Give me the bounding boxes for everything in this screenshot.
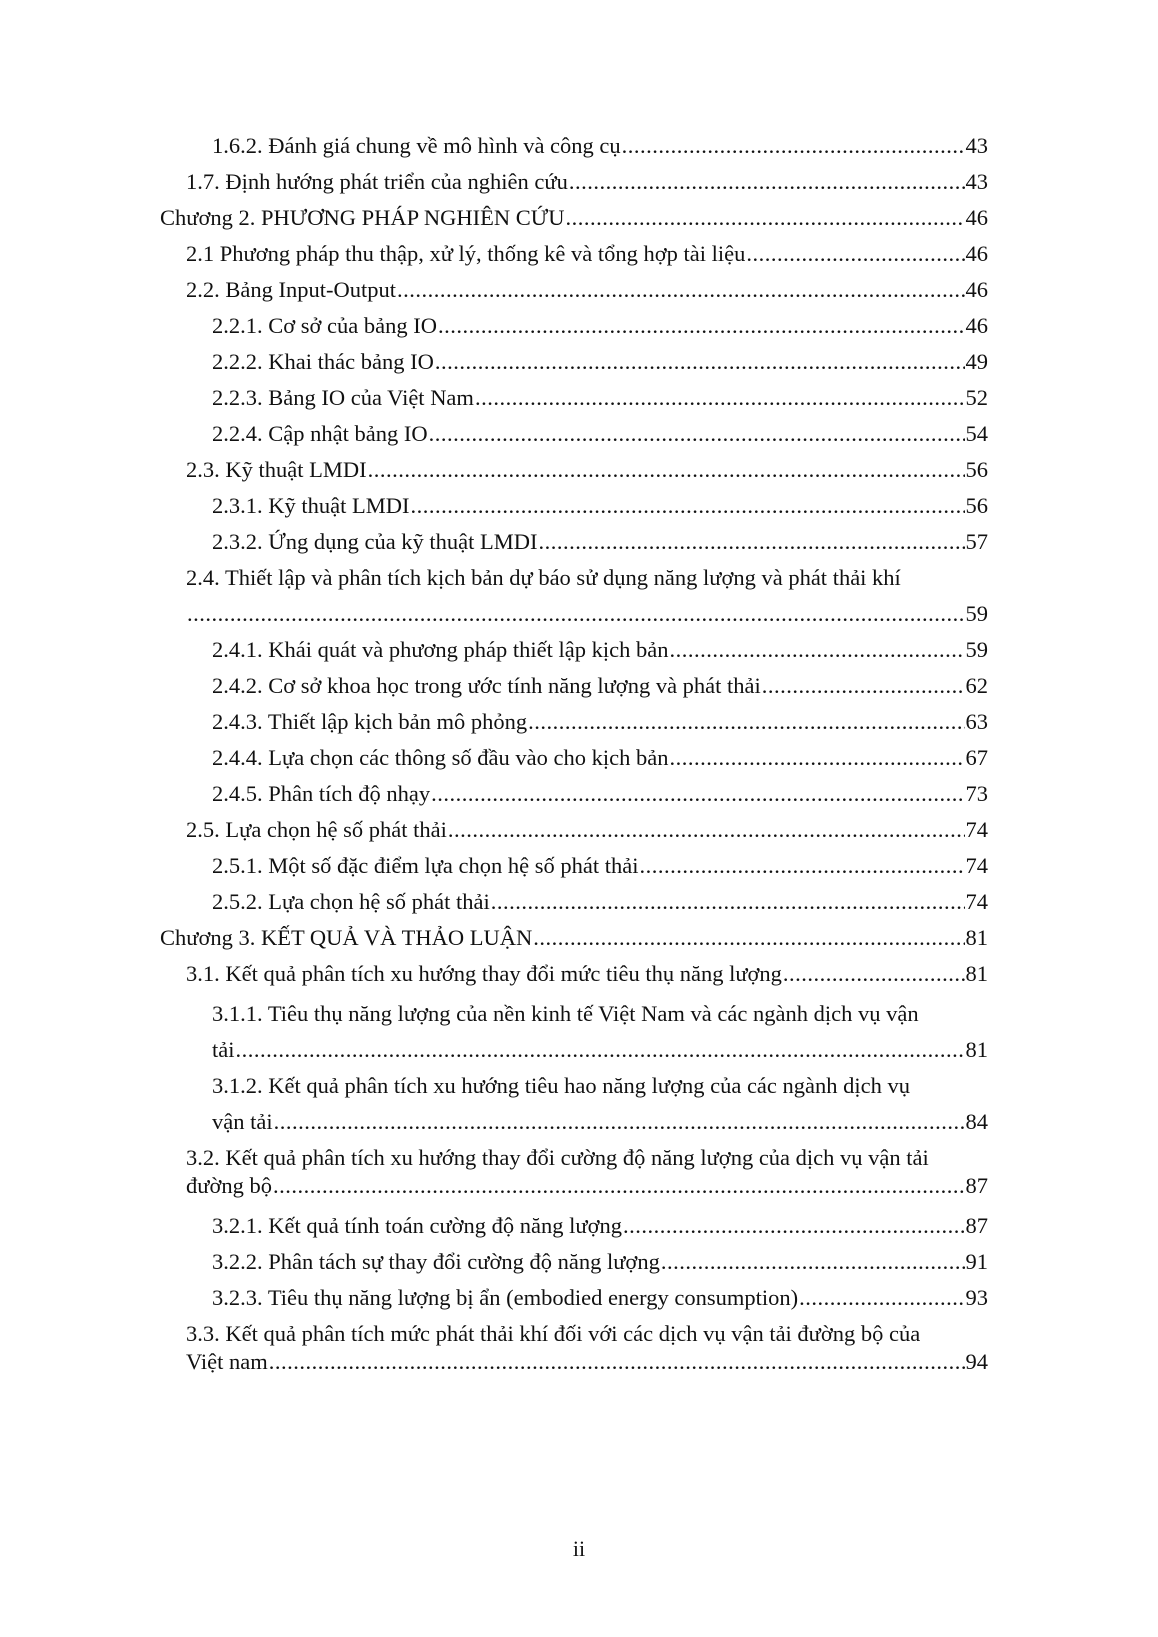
toc-entry-title-continued: đường bộ — [186, 1173, 272, 1198]
toc-entry-title: 2.4.3. Thiết lập kịch bản mô phỏng — [212, 709, 528, 734]
toc-entry[interactable] — [186, 812, 988, 848]
toc-entry[interactable] — [186, 236, 988, 272]
toc-entry[interactable] — [212, 668, 988, 704]
toc-entry[interactable] — [212, 488, 988, 524]
dot-leader — [661, 1244, 965, 1280]
toc-entry-page: 87 — [965, 1213, 988, 1238]
dot-leader — [670, 632, 965, 668]
toc-entry-page: 91 — [965, 1249, 988, 1274]
toc-entry[interactable] — [186, 956, 988, 992]
toc-entry-page: 67 — [965, 745, 988, 770]
toc-entry-page: 54 — [965, 421, 988, 446]
toc-entry[interactable] — [212, 416, 988, 452]
toc-entry-title: Chương 2. PHƯƠNG PHÁP NGHIÊN CỨU — [160, 205, 565, 230]
toc-entry-page: 49 — [965, 349, 988, 374]
dot-leader — [274, 1104, 965, 1140]
toc-entry[interactable] — [186, 560, 988, 632]
toc-entry[interactable] — [212, 1208, 988, 1244]
dot-leader — [448, 812, 965, 848]
dot-leader — [438, 308, 964, 344]
toc-entry-title: 2.2.2. Khai thác bảng IO — [212, 349, 434, 374]
toc-entry-title: Chương 3. KẾT QUẢ VÀ THẢO LUẬN — [160, 925, 533, 950]
toc-entry-page: 81 — [965, 925, 988, 950]
toc-entry[interactable] — [212, 1244, 988, 1280]
toc-entry[interactable] — [212, 128, 988, 164]
dot-leader — [539, 524, 965, 560]
toc-entry[interactable] — [212, 740, 988, 776]
toc-entry-title: 2.2.1. Cơ sở của bảng IO — [212, 313, 438, 338]
toc-entry-title: 2.4.4. Lựa chọn các thông số đầu vào cho kịch bản — [212, 745, 669, 770]
toc-entry[interactable] — [186, 272, 988, 308]
toc-entry-title: 3.2.3. Tiêu thụ năng lượng bị ẩn (embodied energy consumption) — [212, 1285, 799, 1310]
dot-leader — [368, 452, 965, 488]
dot-leader — [410, 488, 964, 524]
toc-entry-title: 1.7. Định hướng phát triển của nghiên cứu — [186, 169, 568, 194]
toc-entry-page: 52 — [965, 385, 988, 410]
toc-entry-page: 74 — [965, 853, 988, 878]
dot-leader — [273, 1172, 965, 1200]
toc-entry-title: 2.4.5. Phân tích độ nhạy — [212, 781, 431, 806]
toc-entry[interactable] — [212, 308, 988, 344]
toc-entry[interactable] — [186, 1144, 988, 1200]
toc-entry-page: 94 — [965, 1349, 988, 1374]
dot-leader — [429, 416, 965, 452]
toc-entry[interactable] — [212, 704, 988, 740]
toc-entry-title: 3.2. Kết quả phân tích xu hướng thay đổi cường độ năng lượng của dịch vụ vận tải — [186, 1145, 929, 1170]
toc-entry-title-continued: vận tải — [212, 1109, 273, 1134]
dot-leader — [640, 848, 965, 884]
toc-entry-page: 46 — [965, 313, 988, 338]
toc-entry-title: 2.5.1. Một số đặc điểm lựa chọn hệ số phát thải — [212, 853, 639, 878]
toc-entry-title: 2.3.1. Kỹ thuật LMDI — [212, 493, 410, 518]
toc-entry[interactable] — [186, 164, 988, 200]
dot-leader — [397, 272, 965, 308]
toc-entry-page: 87 — [965, 1173, 988, 1198]
toc-entry-page: 43 — [965, 133, 988, 158]
toc-entry-title: 3.3. Kết quả phân tích mức phát thải khí đối với các dịch vụ vận tải đường bộ của — [186, 1321, 921, 1346]
toc-entry-title: 3.1.1. Tiêu thụ năng lượng của nền kinh tế Việt Nam và các ngành dịch vụ vận — [212, 1001, 919, 1026]
toc-entry-title: 3.1.2. Kết quả phân tích xu hướng tiêu hao năng lượng của các ngành dịch vụ — [212, 1073, 911, 1098]
toc-entry-title: 2.5. Lựa chọn hệ số phát thải — [186, 817, 447, 842]
dot-leader — [622, 128, 965, 164]
toc-entry[interactable] — [212, 884, 988, 920]
toc-entry-page: 43 — [965, 169, 988, 194]
toc-entry[interactable] — [212, 344, 988, 380]
dot-leader — [431, 776, 964, 812]
toc-entry-page: 73 — [965, 781, 988, 806]
toc-entry[interactable] — [212, 996, 988, 1068]
toc-entry-title: 2.2. Bảng Input-Output — [186, 277, 396, 302]
dot-leader — [236, 1032, 965, 1068]
dot-leader — [269, 1348, 965, 1376]
page-number: ii — [572, 1536, 586, 1561]
toc-entry[interactable] — [212, 380, 988, 416]
dot-leader — [783, 956, 965, 992]
dot-leader — [669, 740, 964, 776]
toc-entry-page: 93 — [965, 1285, 988, 1310]
dot-leader — [187, 596, 965, 632]
toc-entry-page: 63 — [965, 709, 988, 734]
toc-entry-title: 3.1. Kết quả phân tích xu hướng thay đổi mức tiêu thụ năng lượng — [186, 961, 782, 986]
toc-entry-title: 2.4.1. Khái quát và phương pháp thiết lập kịch bản — [212, 637, 669, 662]
toc-entry-title-continued: tải — [212, 1037, 235, 1062]
toc-entry-title: 1.6.2. Đánh giá chung về mô hình và công cụ — [212, 133, 621, 158]
toc-entry[interactable] — [212, 1280, 988, 1316]
toc-entry-page: 57 — [965, 529, 988, 554]
toc-entry-page: 62 — [965, 673, 988, 698]
toc-entry[interactable] — [160, 200, 988, 236]
toc-entry[interactable] — [212, 848, 988, 884]
dot-leader — [799, 1280, 964, 1316]
dot-leader — [623, 1208, 965, 1244]
toc-entry-page: 59 — [965, 601, 988, 626]
toc-entry-title: 3.2.2. Phân tách sự thay đổi cường độ năng lượng — [212, 1249, 660, 1274]
toc-entry-page: 56 — [965, 457, 988, 482]
dot-leader — [762, 668, 965, 704]
toc-entry-title: 2.1 Phương pháp thu thập, xử lý, thống kê và tổng hợp tài liệu — [186, 241, 746, 266]
toc-entry-page: 46 — [965, 277, 988, 302]
toc-entry[interactable] — [212, 524, 988, 560]
dot-leader — [435, 344, 965, 380]
toc-entry-title: 3.2.1. Kết quả tính toán cường độ năng lượng — [212, 1213, 622, 1238]
dot-leader — [528, 704, 964, 740]
toc-entry-title: 2.4.2. Cơ sở khoa học trong ước tính năng lượng và phát thải — [212, 673, 761, 698]
toc-entry-page: 46 — [965, 205, 988, 230]
toc-entry[interactable] — [212, 776, 988, 812]
toc-entry-page: 81 — [965, 961, 988, 986]
toc-entry-page: 56 — [965, 493, 988, 518]
toc-entry-page: 46 — [965, 241, 988, 266]
dot-leader — [565, 200, 964, 236]
toc-entry-title-continued: Việt nam — [186, 1349, 268, 1374]
toc-entry-page: 74 — [965, 889, 988, 914]
toc-entry[interactable] — [160, 920, 988, 956]
dot-leader — [533, 920, 964, 956]
toc-entry-title: 2.2.4. Cập nhật bảng IO — [212, 421, 428, 446]
toc-entry-page: 84 — [965, 1109, 988, 1134]
dot-leader — [491, 884, 965, 920]
toc-entry-title: 2.3.2. Ứng dụng của kỹ thuật LMDI — [212, 529, 538, 554]
toc-entry-title: 2.3. Kỹ thuật LMDI — [186, 457, 367, 482]
toc-entry[interactable] — [212, 1068, 988, 1140]
toc-entry-page: 59 — [965, 637, 988, 662]
toc-entry-title: 2.5.2. Lựa chọn hệ số phát thải — [212, 889, 490, 914]
toc-entry[interactable] — [186, 452, 988, 488]
toc-entry-page: 74 — [965, 817, 988, 842]
toc-entry-title: 2.2.3. Bảng IO của Việt Nam — [212, 385, 474, 410]
dot-leader — [746, 236, 964, 272]
toc-entry-page: 81 — [965, 1037, 988, 1062]
toc-entry[interactable] — [212, 632, 988, 668]
dot-leader — [569, 164, 965, 200]
dot-leader — [475, 380, 965, 416]
toc-entry-title: 2.4. Thiết lập và phân tích kịch bản dự báo sử dụng năng lượng và phát thải khí — [186, 565, 901, 590]
toc-entry[interactable] — [186, 1320, 988, 1376]
